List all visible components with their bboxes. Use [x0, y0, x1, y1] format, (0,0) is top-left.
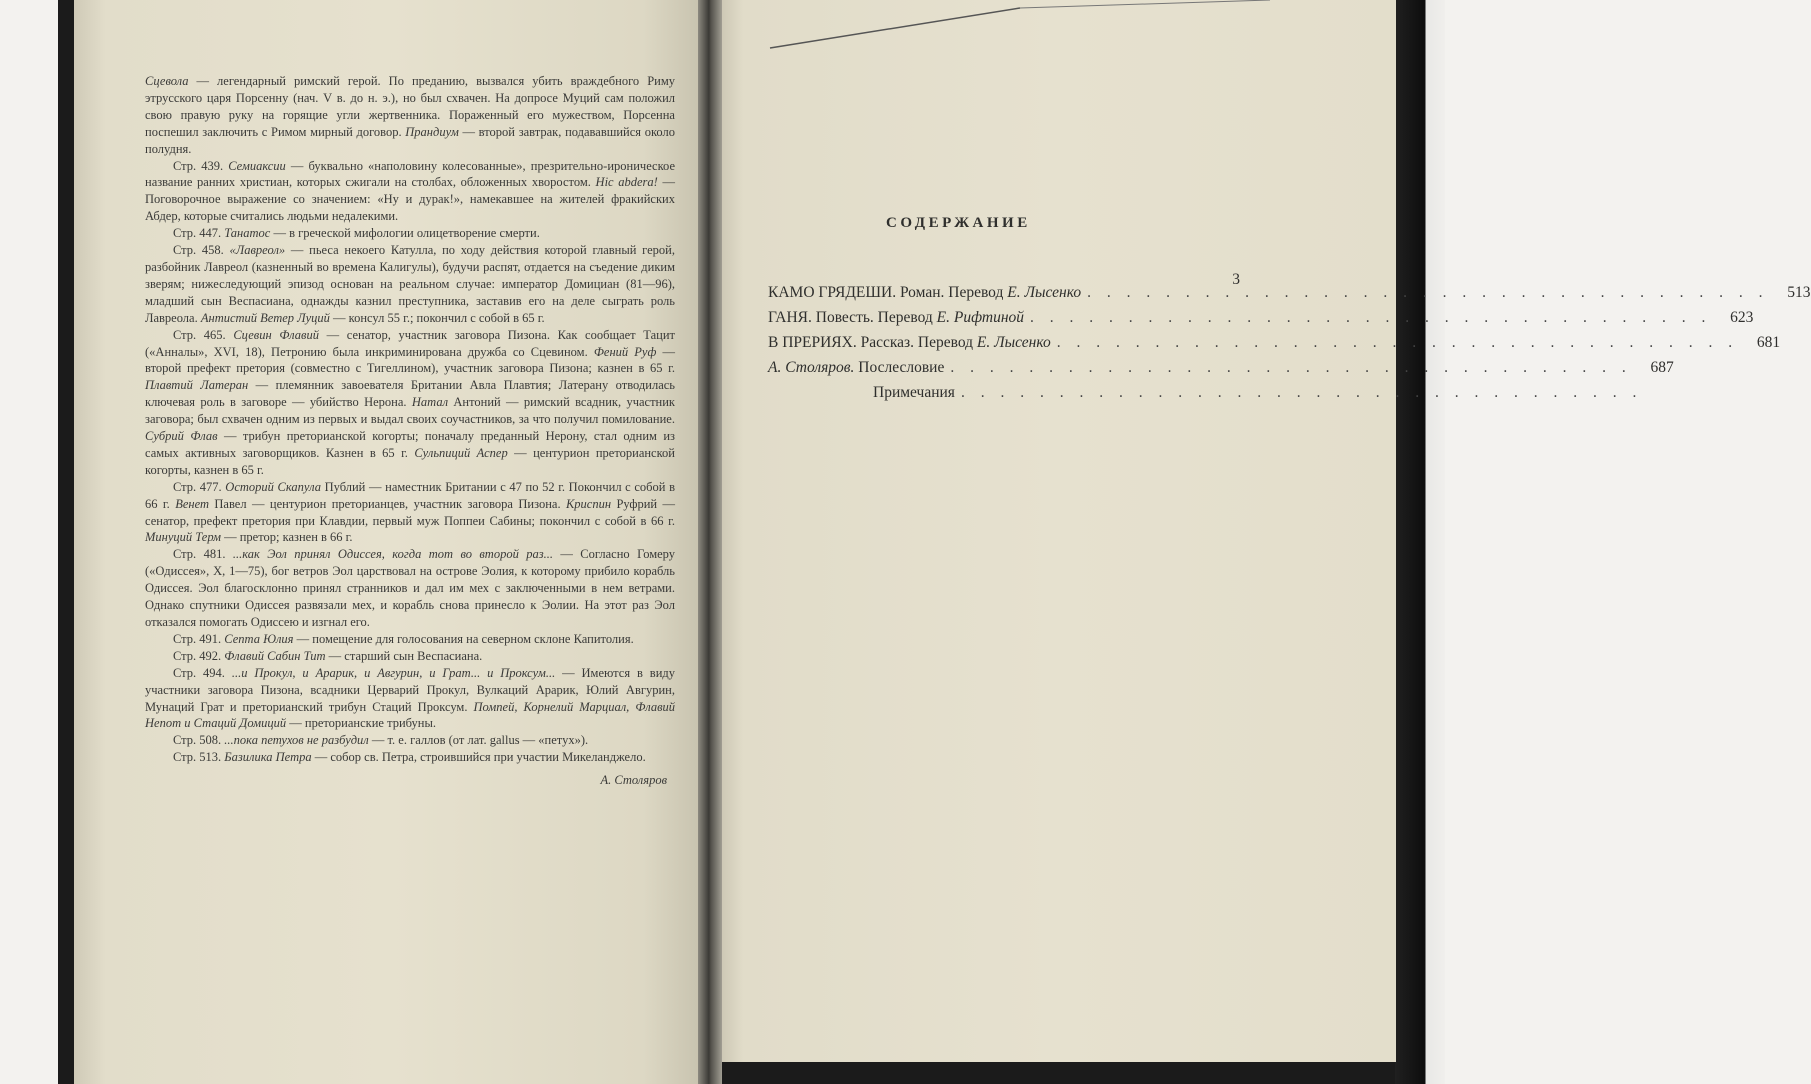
toc-page-number: 687	[1650, 359, 1674, 376]
toc-page-number: 681	[1756, 334, 1781, 351]
note-paragraph: Стр. 439. Семиаксии — буквально «наполовину колесованные», презрительно-ироническое название ранних христиан, которых сжигали на столбах, обложенных хворостом. Hic abdera! — Поговорочное выражение со значением: «Ну и дурак!», намекавшее на жителей фракийских Абдер, которые считались людьми недалекими.	[145, 158, 676, 224]
toc-entry	[768, 309, 1754, 329]
notes-text	[145, 73, 675, 789]
toc-page-number: 623	[1730, 309, 1754, 326]
toc-page-number: 3	[1232, 271, 1240, 288]
toc-entry-title: ГАНЯ. Повесть. Перевод Е. Рифтиной	[768, 309, 1025, 326]
toc-leader-dots: . . . . . . . . . . . . . . . . . . . . . . . . . . . . . . . . . . .	[1087, 284, 1769, 301]
toc-leader-dots: . . . . . . . . . . . . . . . . . . . . . . . . . . . . . . . . . . .	[960, 384, 1643, 401]
contents-heading: СОДЕРЖАНИЕ	[886, 215, 1031, 231]
note-paragraph: Стр. 465. Сцевин Флавий — сенатор, участник заговора Пизона. Как сообщает Тацит («Анналы», XVI, 18), Петронию была инкриминирована дружба со Сцевином. Фений Руф — второй префект претория (совместно с Тигеллином), участник заговора Пизона; казнен в 65 г. Плавтий Латеран — племянник завоевателя Британии Авла Плавтия; Латерану отводилась ключевая роль в заговоре — убийство Нерона. Натал Антоний — римский всадник, участник заговора; был схвачен одним из первых и выдал своих соучастников, за что получил помилование. Субрий Флав — трибун преторианской когорты; поначалу преданный Нерону, стал одним из самых активных заговорщиков. Казнен в 65 г. Сульпиций Аспер — центурион преторианской когорты, казнен в 65 г.	[145, 327, 676, 477]
note-paragraph: Стр. 492. Флавий Сабин Тит — старший сын Веспасиана.	[173, 648, 483, 663]
toc-entry	[768, 359, 1674, 379]
right-page	[716, 0, 1396, 1062]
decorative-rule	[770, 0, 1270, 50]
toc-entry-title: А. Столяров. Послесловие	[768, 359, 945, 376]
book-spine-gutter	[698, 0, 722, 1084]
note-paragraph: Стр. 481. ...как Эол принял Одиссея, когда тот во второй раз... — Согласно Гомеру («Одиссея», X, 1—75), бог ветров Эол царствовал на острове Эолия, к которому прибило корабль Одиссея. Эол благосклонно принял странников и дал им мех с заключенными в нем ветрами. Однако спутники Одиссея развязали мех, и корабль снова принесло к Эолии. На этот раз Эол отказался помогать Одиссею и изгнал его.	[145, 547, 675, 629]
note-paragraph: Стр. 494. ...и Прокул, и Арарик, и Авгурин, и Грат... и Проксум... — Имеются в виду участники заговора Пизона, всадники Церварий Прокул, Вулкаций Арарик, Юлий Авгурин, Мунаций Грат и преторианский трибун Стаций Проксум. Помпей, Корнелий Марциал, Флавий Непот и Стаций Домиций — преторианские трибуны.	[145, 665, 675, 731]
toc-entry-title: КАМО ГРЯДЕШИ. Роман. Перевод Е. Лысенко	[768, 284, 1082, 301]
toc-leader-dots: . . . . . . . . . . . . . . . . . . . . . . . . . . . . . . . . . . .	[1056, 334, 1739, 351]
note-paragraph: Стр. 508. ...пока петухов не разбудил — т. е. галлов (от лат. gallus — «петух»).	[173, 733, 589, 748]
toc-page-number: 513	[1787, 284, 1811, 301]
toc-leader-dots: . . . . . . . . . . . . . . . . . . . . . . . . . . . . . . . . . . .	[950, 359, 1632, 376]
note-paragraph: Стр. 491. Септа Юлия — помещение для голосования на северном склоне Капитолия.	[173, 631, 634, 646]
toc-leader-dots: . . . . . . . . . . . . . . . . . . . . . . . . . . . . . . . . . . .	[1030, 309, 1712, 326]
note-paragraph: Сцевола — легендарный римский герой. По преданию, вызвался убить враждебного Риму этрусского царя Порсенну (нач. V в. до н. э.), но был схвачен. На допросе Муций сам положил свою правую руку на горящие угли жертвенника. Пораженный его мужеством, Порсенна поспешил заключить с Римом мирный договор. Прандиум — второй завтрак, подававшийся около полудня.	[145, 74, 675, 156]
toc-entry-title: Примечания	[873, 384, 955, 401]
note-paragraph: Стр. 447. Танатос — в греческой мифологии олицетворение смерти.	[173, 226, 540, 241]
toc-entry	[768, 384, 1643, 404]
toc-entry-title: В ПРЕРИЯХ. Рассказ. Перевод Е. Лысенко	[768, 334, 1051, 351]
note-paragraph: Стр. 477. Осторий Скапула Публий — наместник Британии с 47 по 52 г. Покончил с собой в 66 г. Венет Павел — центурион преторианцев, участник заговора Пизона. Криспин Руфрий — сенатор, префект претория при Клавдии, первый муж Поппеи Сабины; покончил с собой в 66 г. Минуций Терм — претор; казнен в 66 г.	[145, 479, 676, 545]
note-paragraph: Стр. 458. «Лавреол» — пьеса некоего Катулла, по ходу действия которой главный герой, разбойник Лавреол (казненный во времена Калигулы), будучи распят, отдается на съедение диким зверям; нижеследующий эпизод основан на реальном случае: император Домициан (81—96), младший сын Веспасиана, однажды казнил преступника, заставив его на деле сыграть роль Лавреола. Антистий Ветер Луций — консул 55 г.; покончил с собой в 65 г.	[145, 243, 675, 325]
toc-entry	[768, 284, 1811, 304]
note-paragraph: Стр. 513. Базилика Петра — собор св. Петра, строившийся при участии Микеланджело.	[173, 750, 646, 765]
author-signature: А. Столяров	[600, 773, 667, 788]
table-of-contents	[768, 271, 1811, 421]
book-cover-edge	[1395, 0, 1445, 1084]
toc-entry	[768, 334, 1781, 354]
